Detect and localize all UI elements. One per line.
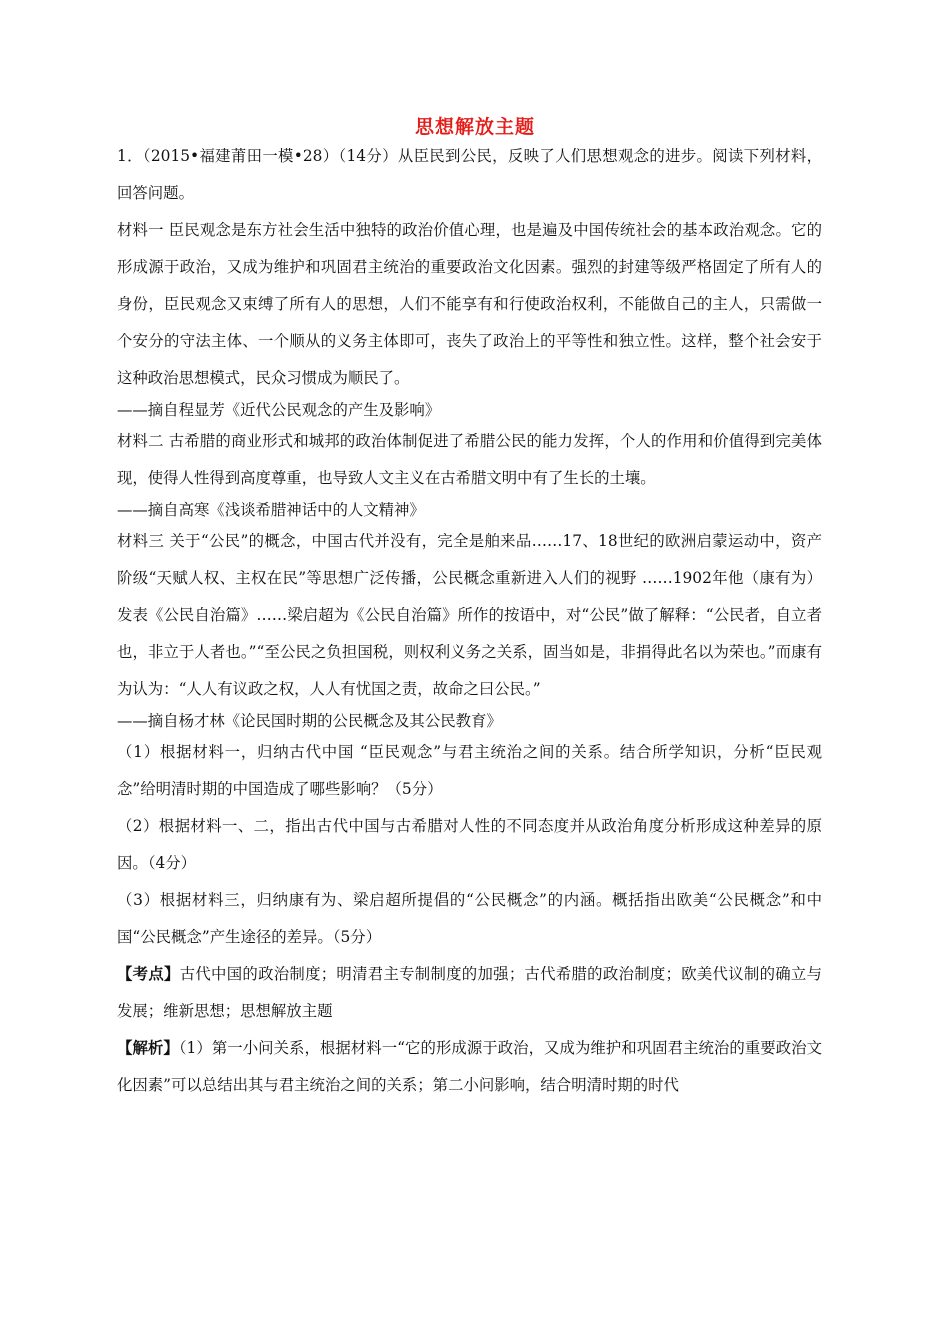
sub-question-3: （3）根据材料三，归纳康有为、梁启超所提倡的“公民概念”的内涵。概括指出欧美“公民概念”和中国“公民概念”产生途径的差异。（5分） xyxy=(117,891,822,946)
kaodian-text: 古代中国的政治制度；明清君主专制制度的加强；古代希腊的政治制度；欧美代议制的确立与发展；维新思想；思想解放主题 xyxy=(117,965,822,1020)
material-two: 材料二 古希腊的商业形式和城邦的政治体制促进了希腊公民的能力发挥，个人的作用和价值得到完美体现，使得人性得到高度尊重，也导致人文主义在古希腊文明中有了生长的土壤。 xyxy=(117,432,822,487)
jiexi-paragraph xyxy=(117,1030,822,1104)
sub-question-2: （2）根据材料一、二，指出古代中国与古希腊对人性的不同态度并从政治角度分析形成这种差异的原因。（4分） xyxy=(117,817,822,872)
jiexi-label: 【解析】 xyxy=(117,1039,179,1057)
source-one: ——摘自程显芳《近代公民观念的产生及影响》 xyxy=(117,401,441,419)
source-three: ——摘自杨才林《论民国时期的公民概念及其公民教育》 xyxy=(117,712,502,730)
document-body xyxy=(117,138,822,1104)
material-three: 材料三 关于“公民”的概念，中国古代并没有，完全是舶来品……17、18世纪的欧洲启蒙运动中，资产阶级“天赋人权、主权在民”等思想广泛传播，公民概念重新进入人们的视野 ……1902年他（康有为）发表《公民自治篇》……梁启超为《公民自治篇》所作的按语中，对“公民”做了解释：“公民者，自立者也，非立于人者也。”“至公民之负担国税，则权利义务之关系，固当如是，非捐得此名以为荣也。”而康有为认为：“人人有议政之权，人人有忧国之责，故命之曰公民。” xyxy=(117,532,822,698)
jiexi-text: （1）第一小问关系，根据材料一“它的形成源于政治，又成为维护和巩固君主统治的重要政治文化因素”可以总结出其与君主统治之间的关系；第二小问影响，结合明清时期的时代 xyxy=(117,1039,822,1094)
kaodian-paragraph xyxy=(117,956,822,1030)
kaodian-label: 【考点】 xyxy=(117,965,180,983)
document-title: 思想解放主题 xyxy=(414,116,535,138)
sub-question-1: （1）根据材料一，归纳古代中国 “臣民观念”与君主统治之间的关系。结合所学知识，分析“臣民观念”给明清时期的中国造成了哪些影响？（5分） xyxy=(117,743,822,798)
question-intro: 1．（2015•福建莆田一模•28）（14分）从臣民到公民，反映了人们思想观念的进步。阅读下列材料，回答问题。 xyxy=(117,147,822,202)
source-two: ——摘自高寒《浅谈希腊神话中的人文精神》 xyxy=(117,501,425,519)
material-one: 材料一 臣民观念是东方社会生活中独特的政治价值心理，也是遍及中国传统社会的基本政治观念。它的形成源于政治，又成为维护和巩固君主统治的重要政治文化因素。强烈的封建等级严格固定了所有人的身份，臣民观念又束缚了所有人的思想，人们不能享有和行使政治权利，不能做自己的主人，只需做一个安分的守法主体、一个顺从的义务主体即可，丧失了政治上的平等性和独立性。这样，整个社会安于这种政治思想模式，民众习惯成为顺民了。 xyxy=(117,221,822,387)
